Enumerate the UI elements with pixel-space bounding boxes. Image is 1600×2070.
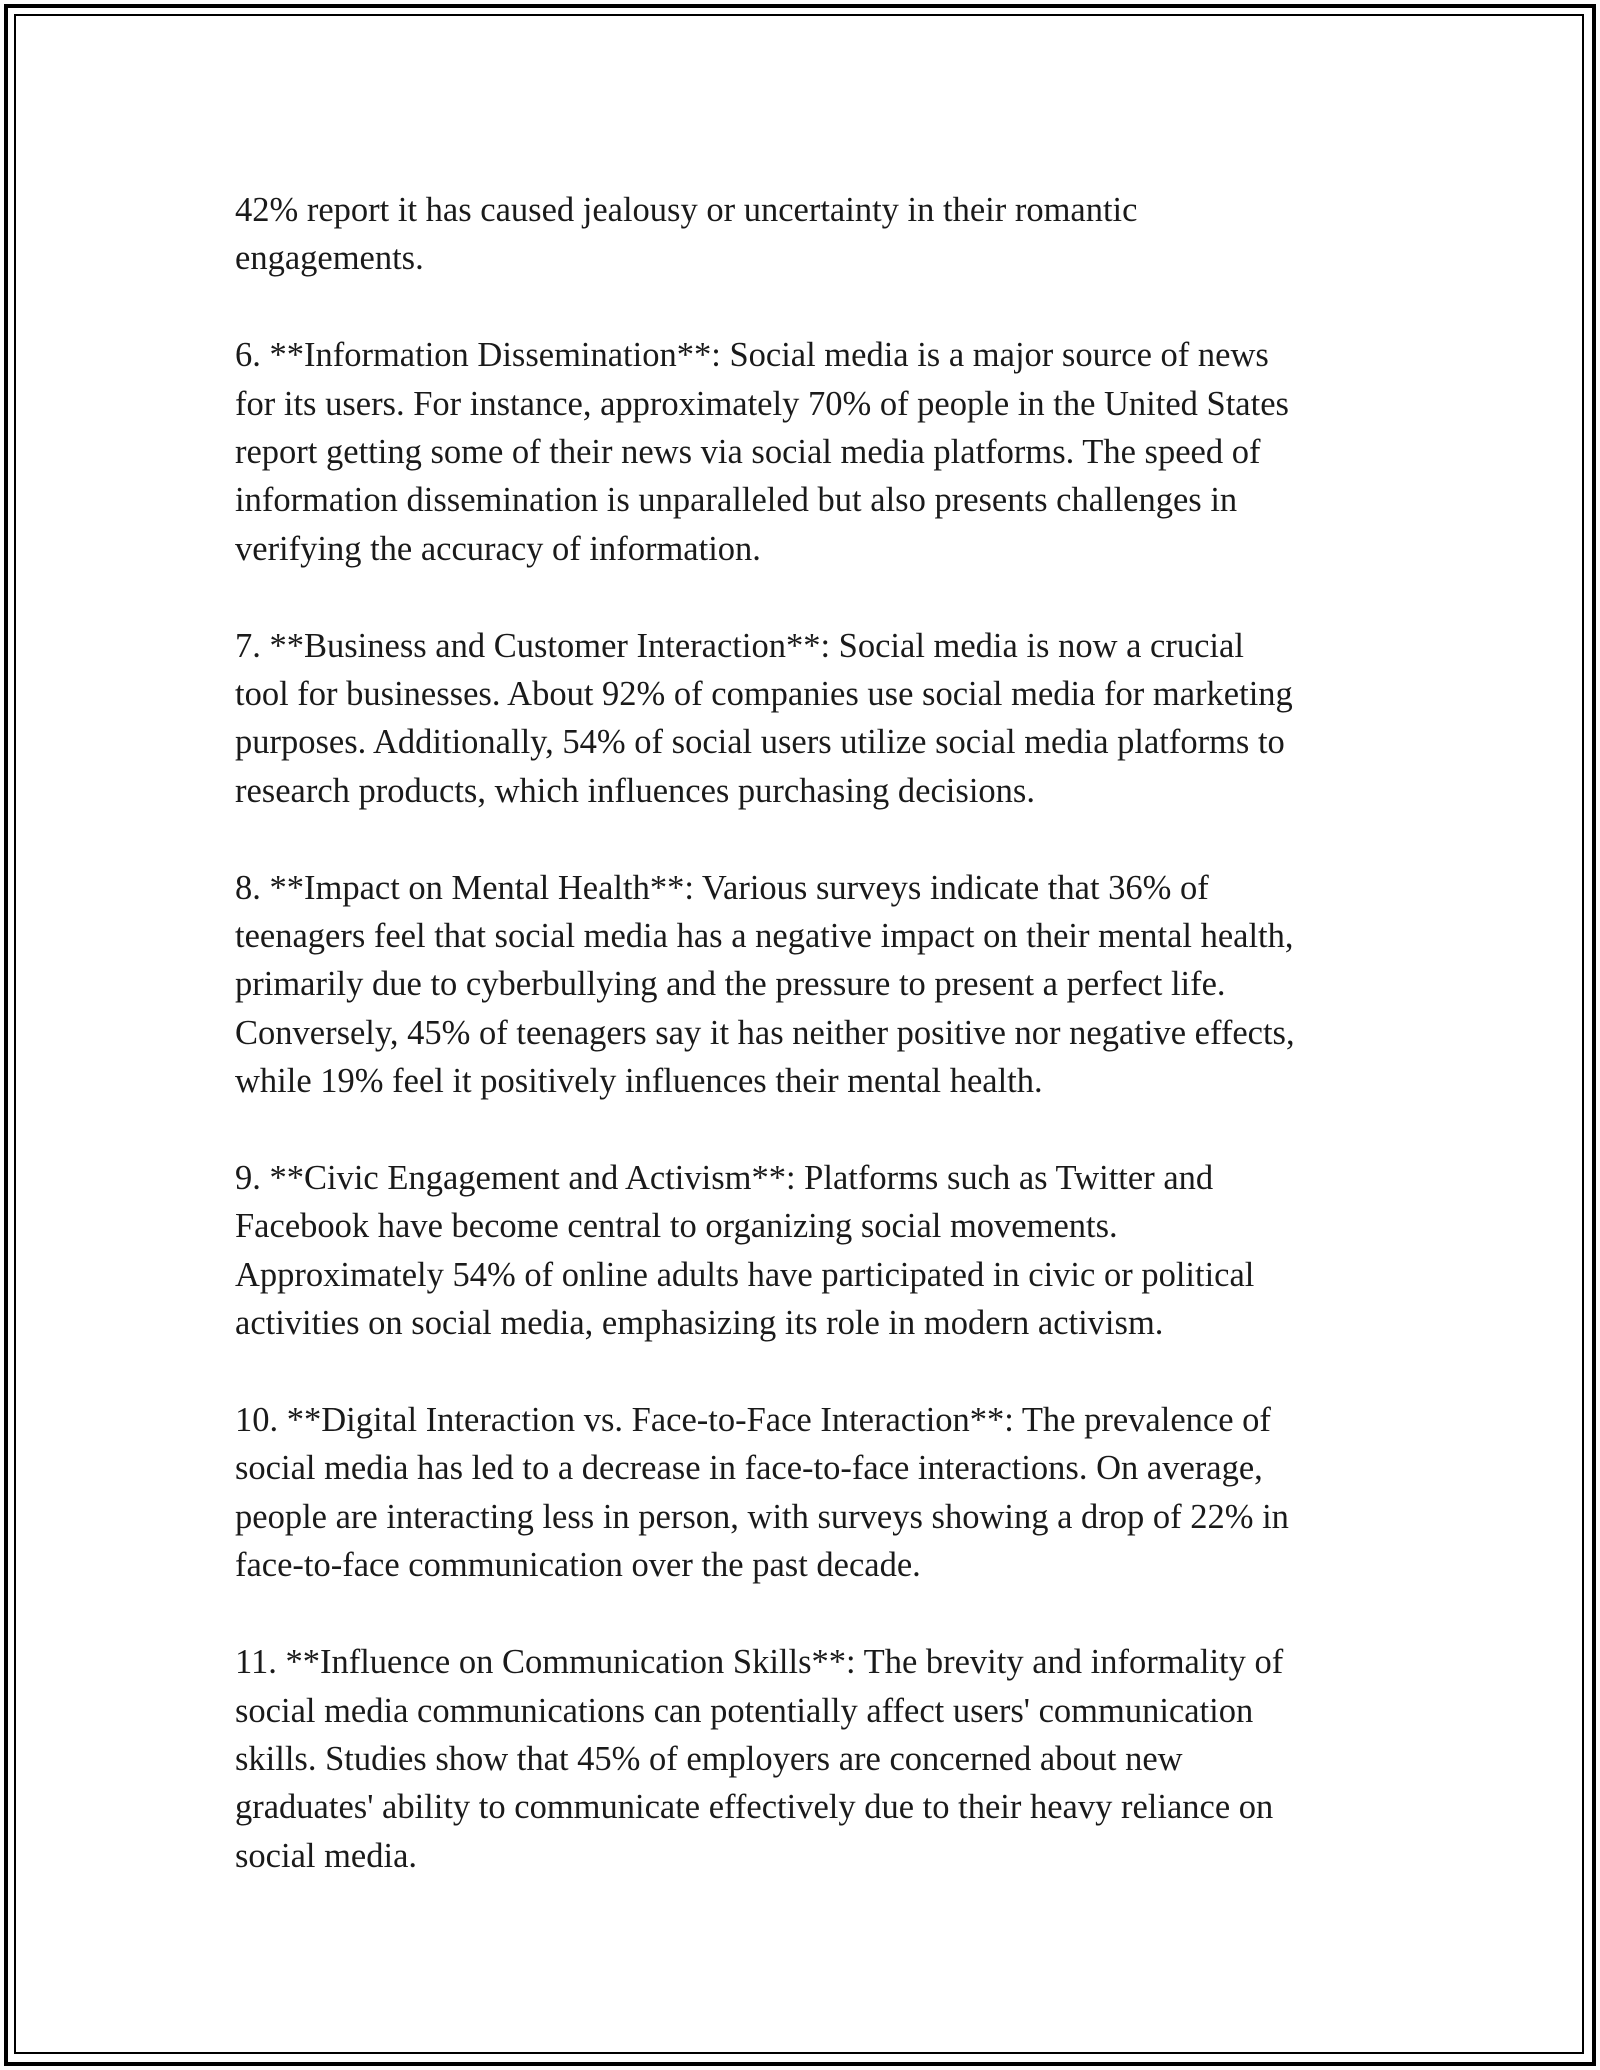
paragraph-communication-skills: 11. **Influence on Communication Skills**: The brevity and informality of social media communications can potentially affect users' communication skills. Studies show that 45% of employers are concerned about new graduates' ability to communicate effectively due to their heavy reliance on social media.: [235, 1643, 1284, 1875]
paragraph-information-dissemination: 6. **Information Dissemination**: Social media is a major source of news for its users. For instance, approximately 70% of people in the United States report getting some of their news via social media platforms. The speed of information dissemination is unparalleled but also presents challenges in verifying the accuracy of information.: [235, 336, 1289, 568]
paragraph-continuation: 42% report it has caused jealousy or uncertainty in their romantic engagements.: [235, 191, 1138, 278]
paragraph-civic-engagement: 9. **Civic Engagement and Activism**: Platforms such as Twitter and Facebook have become central to organizing social movements. Approximately 54% of online adults have participated in civic or political activities on social media, emphasizing its role in modern activism.: [235, 1159, 1255, 1343]
paragraph-impact-mental-health: 8. **Impact on Mental Health**: Various surveys indicate that 36% of teenagers feel that social media has a negative impact on their mental health, primarily due to cyberbullying and the pressure to present a perfect life. Conversely, 45% of teenagers say it has neither positive nor negative effects, while 19% feel it positively influences their mental health.: [235, 868, 1295, 1101]
paragraph-business-customer-interaction: 7. **Business and Customer Interaction**: Social media is now a crucial tool for businesses. About 92% of companies use social media for marketing purposes. Additionally, 54% of social users utilize social media platforms to research products, which influences purchasing decisions.: [235, 626, 1293, 810]
document-body: [235, 186, 1375, 1929]
paragraph-digital-vs-face-to-face: 10. **Digital Interaction vs. Face-to-Face Interaction**: The prevalence of social media has led to a decrease in face-to-face interactions. On average, people are interacting less in person, with surveys showing a drop of 22% in face-to-face communication over the past decade.: [235, 1401, 1289, 1585]
